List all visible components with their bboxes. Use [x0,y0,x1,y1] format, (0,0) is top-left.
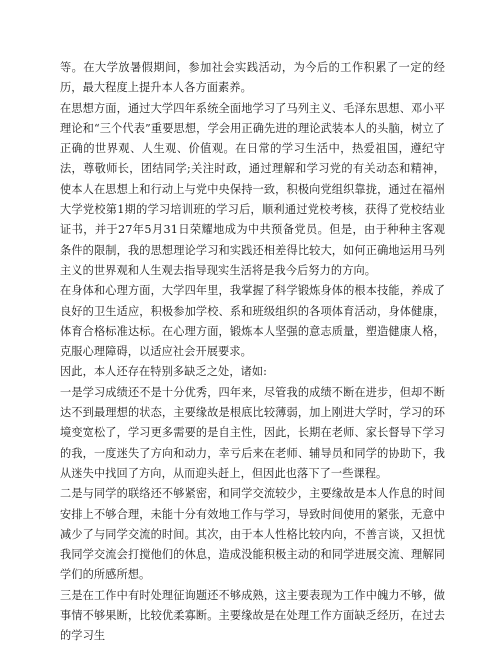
paragraph-4: 因此，本人还存在特别多缺乏之处，诸如: [60,365,268,379]
document-page [60,58,445,647]
paragraph-2: 在思想方面，通过大学四年系统全面地学习了马列主义、毛泽东思想、邓小平理论和“三个代表”重要思想，学会用正确先进的理论武装本人的头脑，树立了正确的世界观、人生观、价值观。在日常的学习生活中，热爱祖国，遵纪守法，尊敬师长，团结同学;关注时政，通过理解和学习党的有关动态和精神，使本人在思想上和行动上与党中央保持一致，积极向党组织靠拢，通过在福州大学党校第1期的学习培训班的学习后，顺利通过党校考核，获得了党校结业证书，并于27年5月31日荣耀地成为中共预备党员。但是，由于种种主客观条件的限制，我的思想理论学习和实践还相差得比较大，如何正确地运用马列主义的世界观和人生观去指导现实生活将是我今后努力的方向。 [60,101,445,277]
paragraph-7: 三是在工作中有时处理征询题还不够成熟，这主要表现为工作中魄力不够，做事情不够果断，比较优柔寡断。主要缘故是在处理工作方面缺乏经历，在过去的学习生 [60,588,445,643]
paragraph-6: 二是与同学的联络还不够紧密，和同学交流较少，主要缘故是本人作息的时间安排上不够合理，未能十分有效地工作与学习，导致时间使用的紧张，无意中减少了与同学交流的时间。其次，由于本人性格比较内向，不善言谈，又担忧我同学交流会打搅他们的休息，造成没能积极主动的和同学进展交流、理解同学们的所感所想。 [60,487,445,582]
paragraph-5: 一是学习成绩还不是十分优秀，四年来，尽管我的成绩不断在进步，但却不断达不到最理想的状态，主要缘故是根底比较薄弱，加上刚进大学时，学习的环境变宽松了，学习更多需要的是自主性，因此，长期在老师、家长督导下学习的我，一度迷失了方向和动力，幸亏后来在老师、辅导员和同学的协助下，我从迷失中找回了方向，从而迎头赶上，但因此也落下了一些课程。 [60,385,445,480]
paragraph-1: 等。在大学放暑假期间，参加社会实践活动，为今后的工作积累了一定的经历，最大程度上提升本人各方面素养。 [60,61,445,95]
paragraph-3: 在身体和心理方面，大学四年里，我掌握了科学锻炼身体的根本技能，养成了良好的卫生适应，积极参加学校、系和班级组织的各项体育活动，身体健康，体育合格标准达标。在心理方面，锻炼本人坚强的意志质量，塑造健康人格，克服心理障碍，以适应社会开展要求。 [60,284,445,359]
